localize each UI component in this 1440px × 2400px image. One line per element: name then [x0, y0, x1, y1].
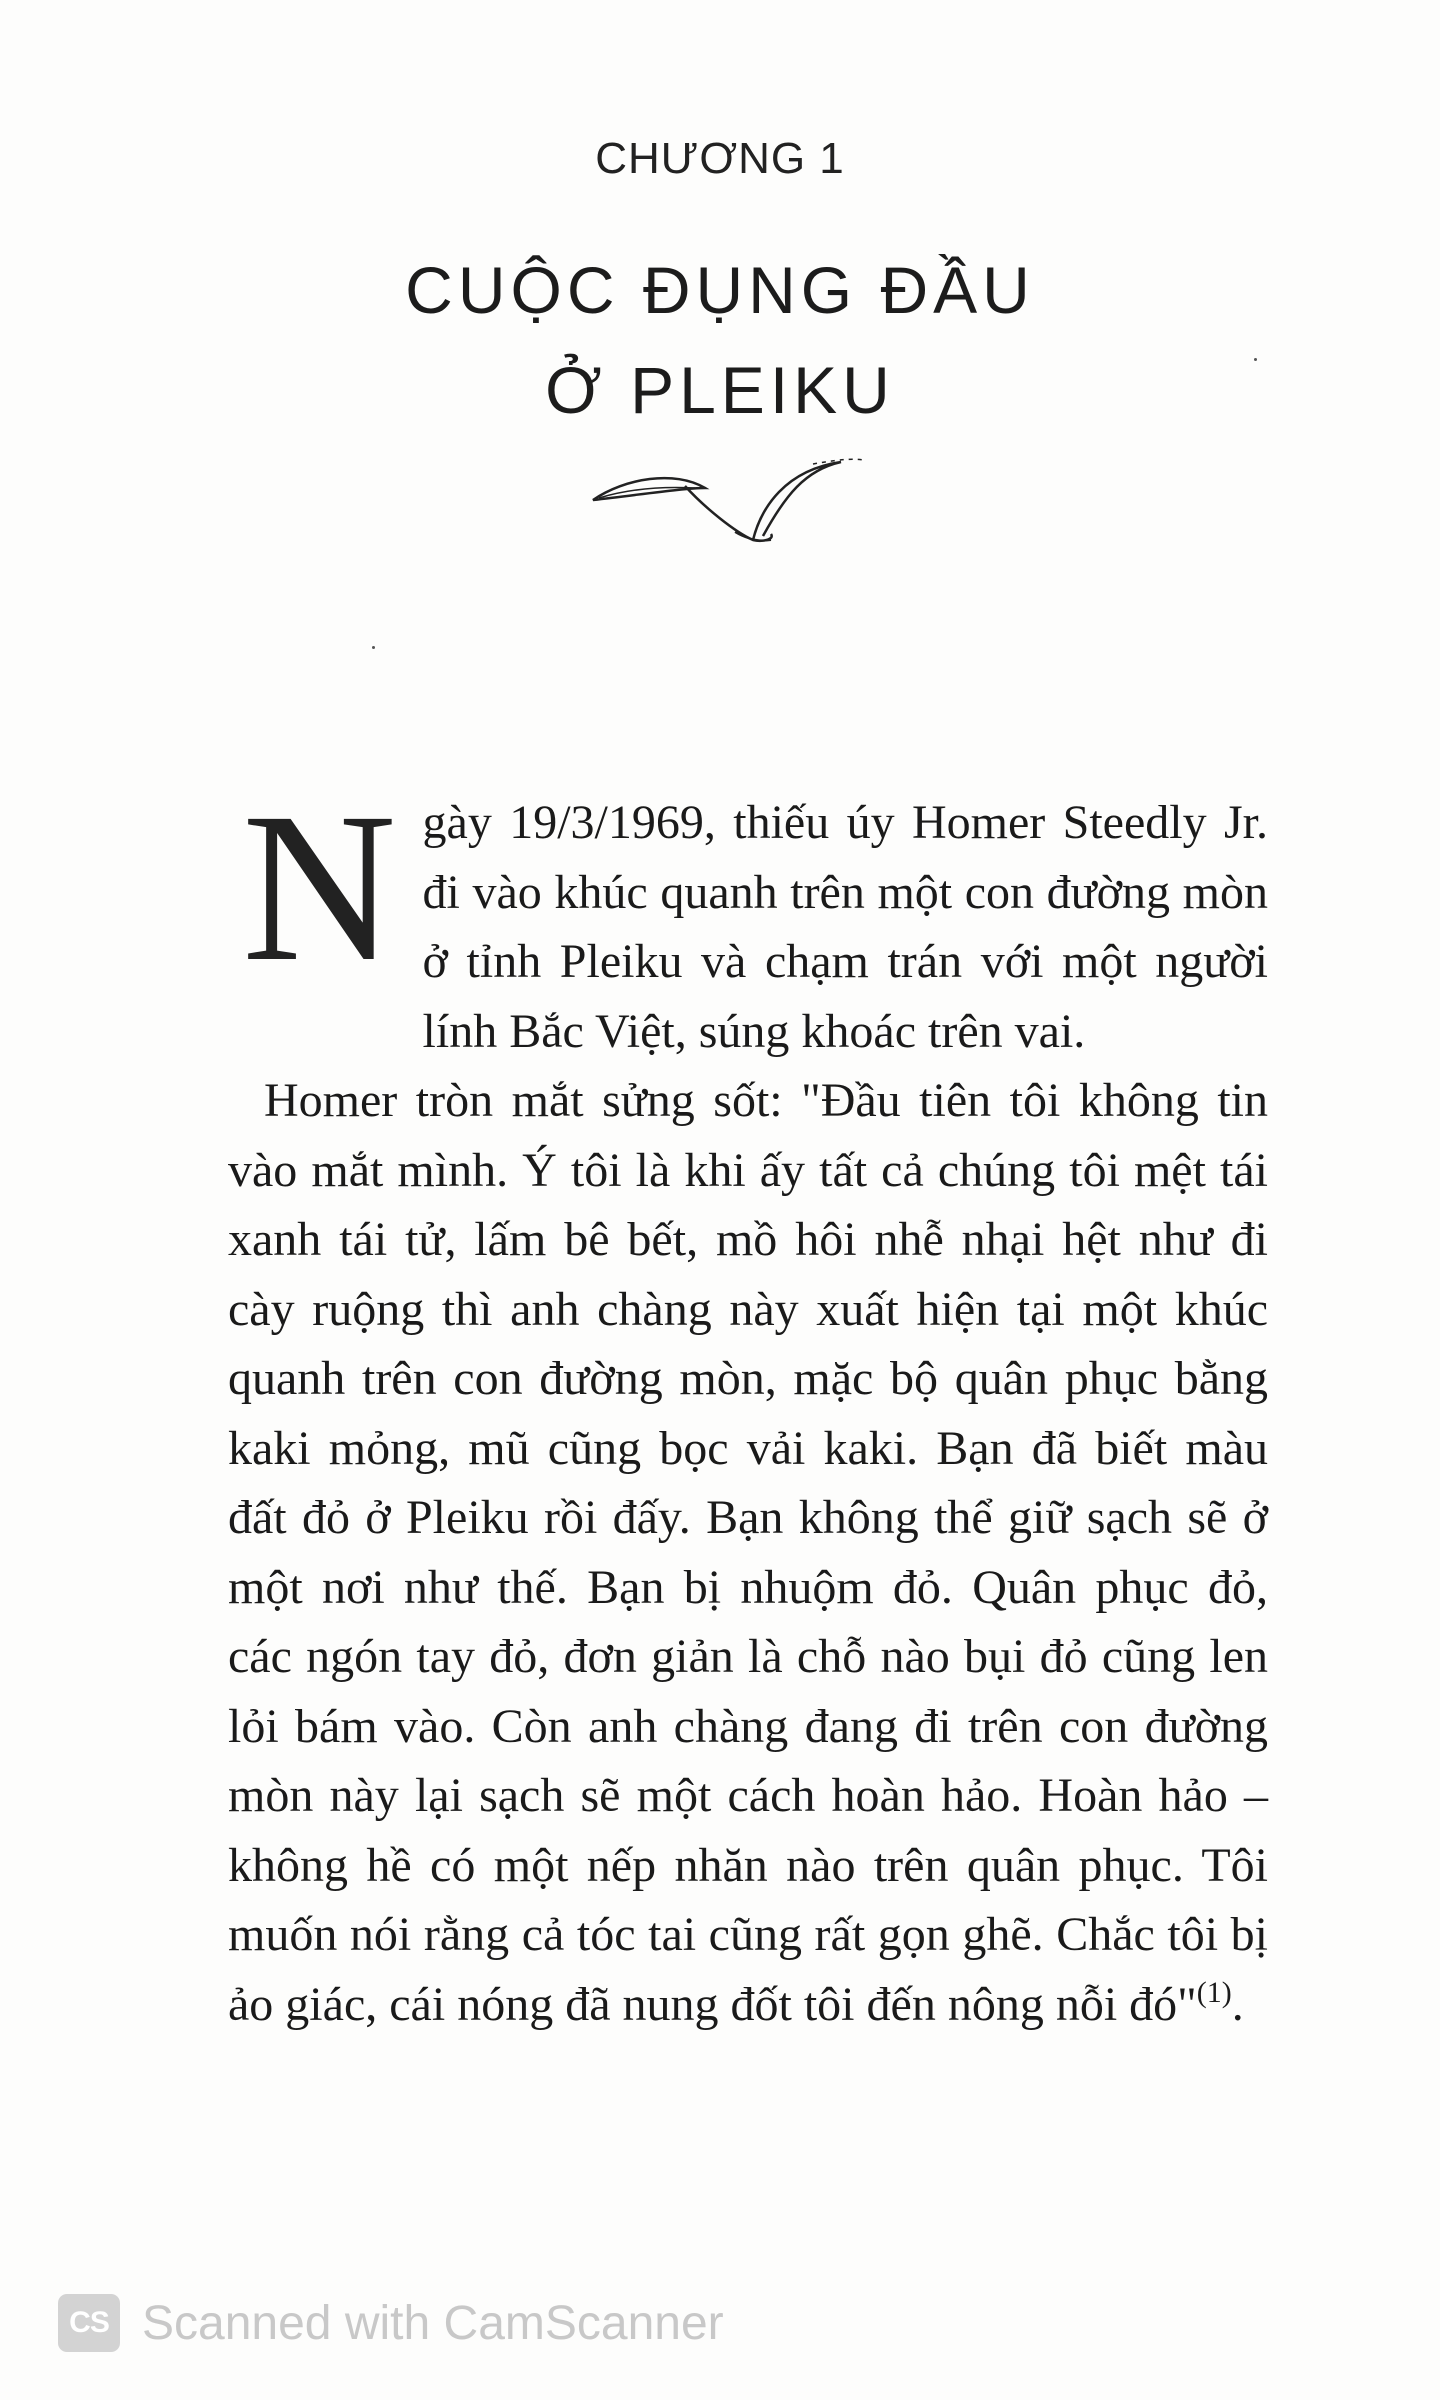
chapter-label: CHƯƠNG 1: [595, 134, 845, 183]
chapter-title-line-1: CUỘC ĐỤNG ĐẦU: [405, 253, 1035, 327]
paragraph-1-text: gày 19/3/1969, thiếu úy Homer Steedly Jr. đi vào khúc quanh trên một con đường mòn ở tỉnh Pleiku và chạm trán với một người lính Bắc Việt, súng khoác trên vai.: [422, 796, 1268, 1058]
footnote-ref: (1): [1196, 1975, 1232, 2009]
paragraph-2-text: Homer tròn mắt sửng sốt: "Đầu tiên tôi không tin vào mắt mình. Ý tôi là khi ấy tất cả chúng tôi mệt tái xanh tái tử, lấm bê bết, mồ hôi nhễ nhại hệt như đi cày ruộng thì anh chàng này xuất hiện tại một khúc quanh trên con đường mòn, mặc bộ quân phục bằng kaki mỏng, mũ cũng bọc vải kaki. Bạn đã biết màu đất đỏ ở Pleiku rồi đấy. Bạn không thể giữ sạch sẽ ở một nơi như thế. Bạn bị nhuộm đỏ. Quân phục đỏ, các ngón tay đỏ, đơn giản là chỗ nào bụi đỏ cũng len lỏi bám vào. Còn anh chàng đang đi trên con đường mòn này lại sạch sẽ một cách hoàn hảo. Hoàn hảo – không hề có một nếp nhăn nào trên quân phục. Tôi muốn nói rằng cả tóc tai cũng rất gọn ghẽ. Chắc tôi bị ảo giác, cái nóng đã nung đốt tôi đến nông nỗi đó": [228, 1074, 1268, 2031]
scan-speck: [372, 646, 375, 649]
camscanner-watermark: [58, 2288, 724, 2358]
chapter-title-line-2: Ở PLEIKU: [545, 353, 895, 427]
chapter-title: [0, 240, 1440, 440]
camscanner-text: Scanned with CamScanner: [142, 2296, 724, 2350]
scan-speck: [1254, 358, 1257, 361]
body-text: [228, 769, 1268, 2039]
paragraph-2-end: .: [1231, 1977, 1244, 2031]
drop-cap: N: [242, 769, 397, 1006]
paragraph-1: [228, 769, 1268, 1066]
bird-ornament-icon: [585, 448, 865, 548]
paragraph-2: [228, 1066, 1268, 2039]
camscanner-logo: CS: [58, 2294, 120, 2352]
